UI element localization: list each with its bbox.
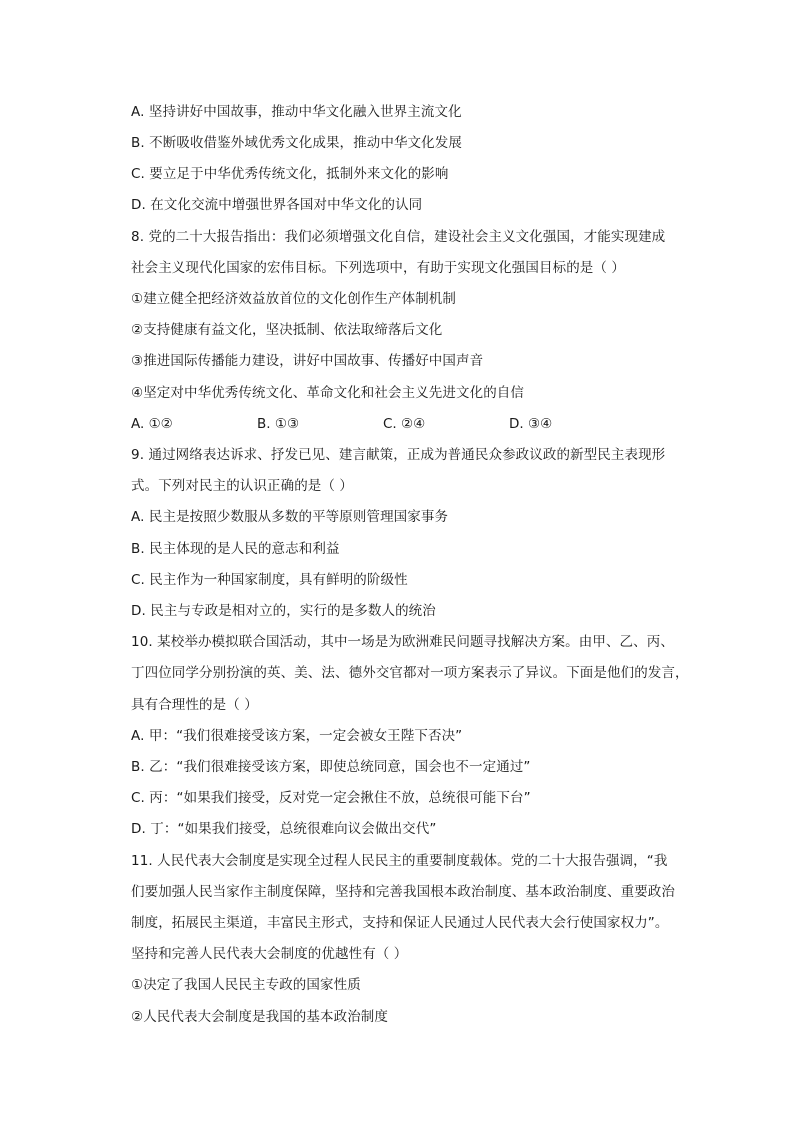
q7-option-d: D. 在文化交流中增强世界各国对中华文化的认同 bbox=[131, 197, 423, 213]
q9-option-b: B. 民主体现的是人民的意志和利益 bbox=[131, 541, 340, 557]
q8-stem-line-2: 社会主义现代化国家的宏伟目标。下列选项中，有助于实现文化强国目标的是（ ） bbox=[131, 260, 625, 276]
q8-item-4: ④坚定对中华优秀传统文化、革命文化和社会主义先进文化的自信 bbox=[131, 385, 525, 401]
q8-item-3: ③推进国际传播能力建设，讲好中国故事、传播好中国声音 bbox=[131, 353, 484, 369]
q9-option-a: A. 民主是按照少数服从多数的平等原则管理国家事务 bbox=[131, 509, 449, 525]
q10-option-a: A. 甲：“我们很难接受该方案，一定会被女王陛下否决” bbox=[131, 728, 463, 744]
q9-stem-line-2: 式。下列对民主的认识正确的是（ ） bbox=[131, 478, 353, 494]
q8-option-c: C. ②④ bbox=[383, 416, 426, 432]
q11-stem-line-4: 坚持和完善人民代表大会制度的优越性有（ ） bbox=[131, 946, 408, 962]
q11-item-1: ①决定了我国人民民主专政的国家性质 bbox=[131, 977, 361, 993]
q8-option-b: B. ①③ bbox=[257, 416, 300, 432]
q10-option-b: B. 乙：“我们很难接受该方案，即使总统同意，国会也不一定通过” bbox=[131, 759, 531, 775]
q7-option-b: B. 不断吸收借鉴外域优秀文化成果，推动中华文化发展 bbox=[131, 135, 462, 151]
q8-option-a: A. ①② bbox=[131, 416, 173, 432]
q10-option-c: C. 丙：“如果我们接受，反对党一定会揪住不放，总统很可能下台” bbox=[131, 790, 531, 806]
q11-stem-line-2: 们要加强人民当家作主制度保障，坚持和完善我国根本政治制度、基本政治制度、重要政治 bbox=[131, 884, 675, 900]
q9-option-d: D. 民主与专政是相对立的，实行的是多数人的统治 bbox=[131, 603, 436, 619]
q10-stem-line-3: 具有合理性的是（ ） bbox=[131, 697, 258, 713]
q11-stem-line-1: 11. 人民代表大会制度是实现全过程人民民主的重要制度载体。党的二十大报告强调，“我 bbox=[131, 853, 668, 869]
q8-option-d: D. ③④ bbox=[509, 416, 553, 432]
q9-option-c: C. 民主作为一种国家制度，具有鲜明的阶级性 bbox=[131, 572, 408, 588]
q7-option-a: A. 坚持讲好中国故事，推动中华文化融入世界主流文化 bbox=[131, 104, 462, 120]
q8-item-1: ①建立健全把经济效益放首位的文化创作生产体制机制 bbox=[131, 291, 457, 307]
q9-stem-line-1: 9. 通过网络表达诉求、抒发已见、建言献策，正成为普通民众参政议政的新型民主表现形 bbox=[131, 447, 666, 463]
q8-stem-line-1: 8. 党的二十大报告指出：我们必须增强文化自信，建设社会主义文化强国，才能实现建成 bbox=[131, 229, 666, 245]
q10-stem-line-2: 丁四位同学分别扮演的英、美、法、德外交官都对一项方案表示了异议。下面是他们的发言， bbox=[131, 665, 689, 681]
q10-option-d: D. 丁：“如果我们接受，总统很难向议会做出交代” bbox=[131, 821, 437, 837]
q10-stem-line-1: 10. 某校举办模拟联合国活动，其中一场是为欧洲难民问题寻找解决方案。由甲、乙、丙、 bbox=[131, 634, 674, 650]
q11-item-2: ②人民代表大会制度是我国的基本政治制度 bbox=[131, 1009, 389, 1025]
q11-stem-line-3: 制度，拓展民主渠道，丰富民主形式，支持和保证人民通过人民代表大会行使国家权力”。 bbox=[131, 915, 669, 931]
q8-item-2: ②支持健康有益文化，坚决抵制、依法取缔落后文化 bbox=[131, 322, 443, 338]
q7-option-c: C. 要立足于中华优秀传统文化，抵制外来文化的影响 bbox=[131, 166, 449, 182]
